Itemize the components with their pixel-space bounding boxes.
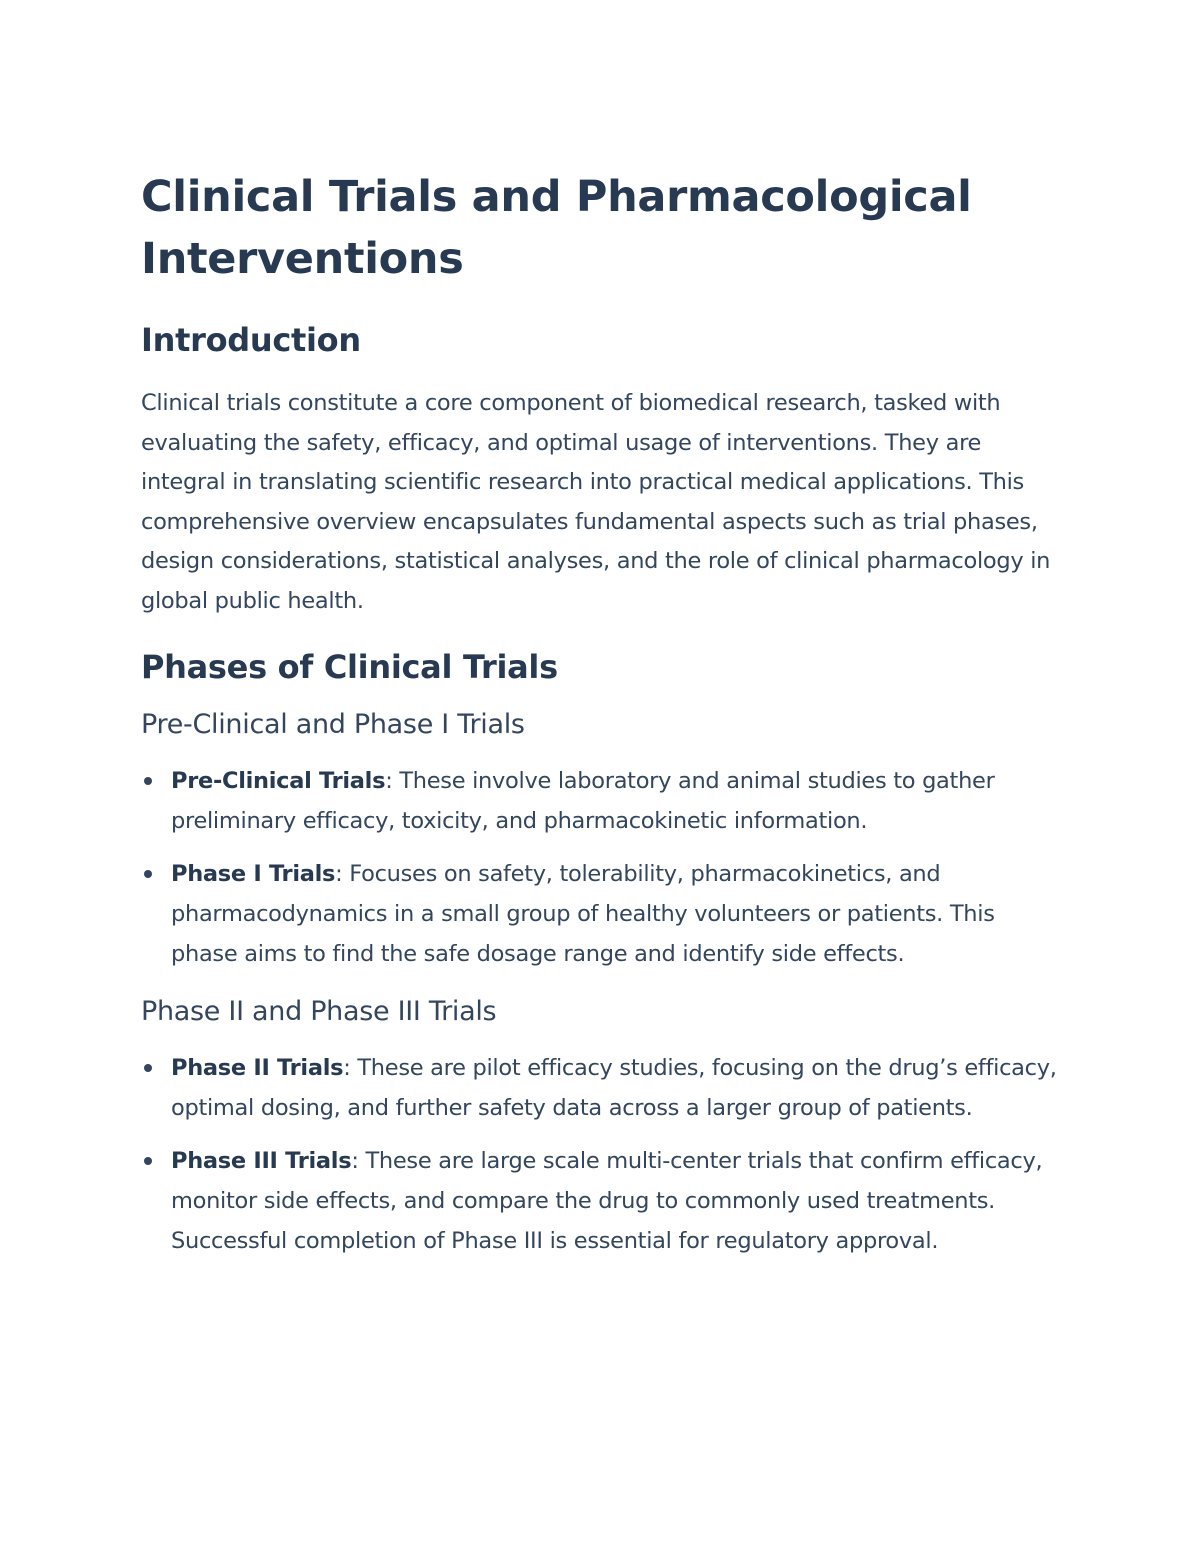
preclinical-phase1-list [141, 761, 1061, 974]
item-text: : Focuses on safety, tolerability, pharmacokinetics, and pharmacodynamics in a small group of healthy volunteers or patients. This phase aims to find the safe dosage range and identify side effects. [171, 861, 995, 967]
list-item [141, 761, 1061, 841]
document-title: Clinical Trials and Pharmacological Interventions [141, 172, 972, 284]
bullet-icon [144, 870, 152, 878]
phase2-phase3-list [141, 1048, 1061, 1261]
item-term: Pre-Clinical Trials [171, 768, 386, 794]
item-text: : These involve laboratory and animal studies to gather preliminary efficacy, toxicity, and pharmacokinetic information. [171, 768, 995, 834]
bullet-icon [144, 1064, 152, 1072]
introduction-heading: Introduction [141, 321, 361, 359]
bullet-icon [144, 1157, 152, 1165]
item-term: Phase I Trials [171, 861, 336, 887]
item-text: : These are pilot efficacy studies, focusing on the drug’s efficacy, optimal dosing, and further safety data across a larger group of patients. [171, 1055, 1057, 1121]
introduction-paragraph: Clinical trials constitute a core component of biomedical research, tasked with evaluating the safety, efficacy, and optimal usage of interventions. They are integral in translating scientific research into practical medical applications. This comprehensive overview encapsulates fundamental aspects such as trial phases, design considerations, statistical analyses, and the role of clinical pharmacology in global public health. [141, 390, 1051, 614]
list-item [141, 1141, 1061, 1261]
bullet-icon [144, 777, 152, 785]
item-term: Phase II Trials [171, 1055, 344, 1081]
list-item [141, 1048, 1061, 1128]
item-text: : These are large scale multi-center trials that confirm efficacy, monitor side effects, and compare the drug to commonly used treatments. Successful completion of Phase III is essential for regulatory approval. [171, 1148, 1043, 1254]
document-page [141, 166, 1061, 1261]
item-term: Phase III Trials [171, 1148, 352, 1174]
list-item [141, 854, 1061, 974]
preclinical-phase1-heading: Pre-Clinical and Phase I Trials [141, 709, 525, 740]
phase2-phase3-heading: Phase II and Phase III Trials [141, 996, 497, 1027]
phases-heading: Phases of Clinical Trials [141, 648, 558, 686]
